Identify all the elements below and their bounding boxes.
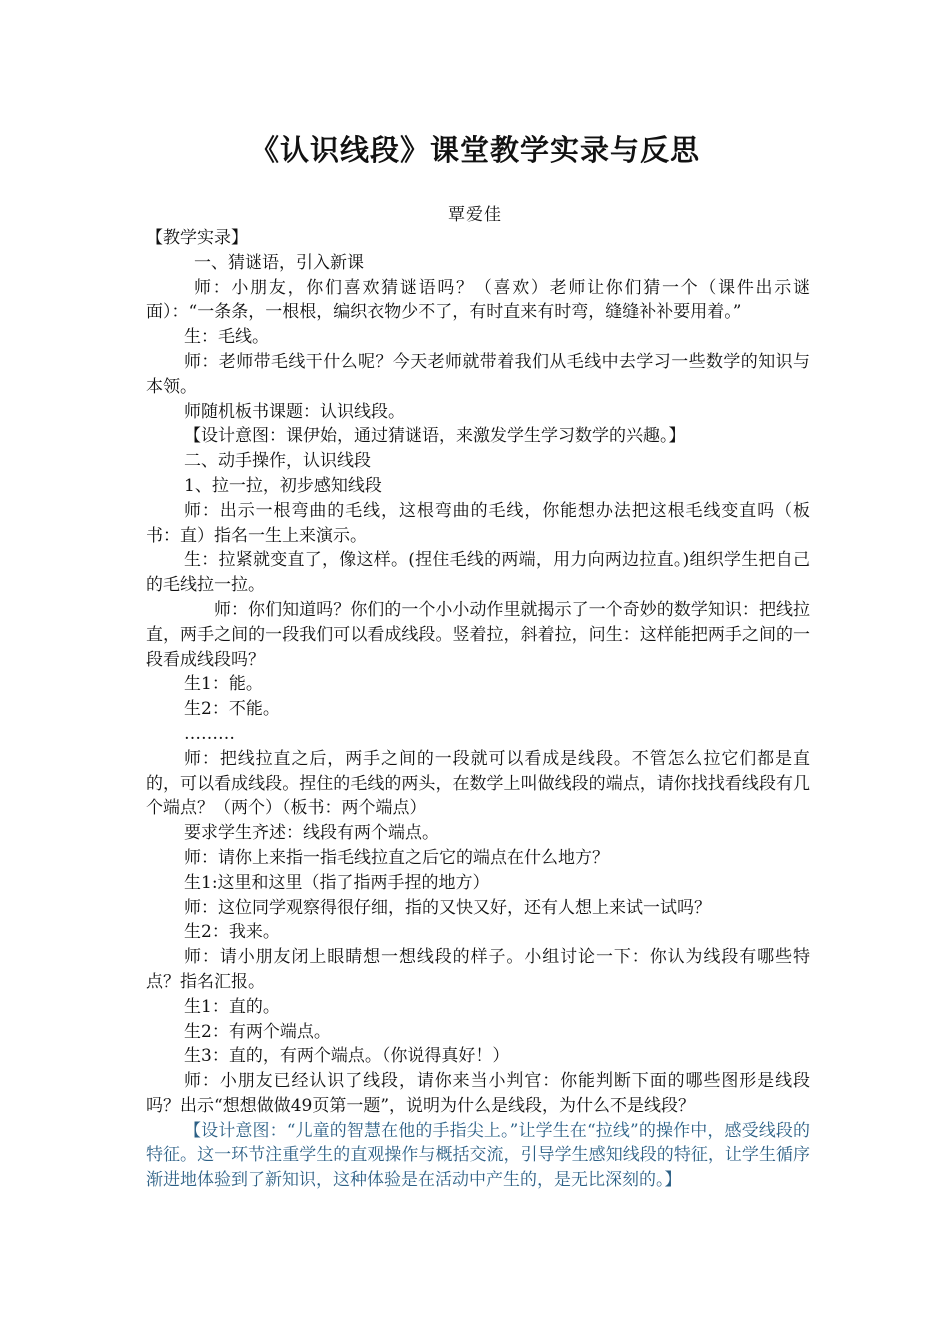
paragraph: 【设计意图：“儿童的智慧在他的手指尖上。”让学生在“拉线”的操作中，感受线段的特征。这一环节注重学生的直观操作与概括交流，引导学生感知线段的特征，让学生循序渐进地体验到了新知识，这种体验是在活动中产生的，是无比深刻的。】 — [146, 1120, 810, 1191]
paragraph: 生1：直的。 — [184, 996, 280, 1017]
paragraph: 师：请你上来指一指毛线拉直之后它的端点在什么地方？ — [184, 847, 609, 868]
paragraph: 生：拉紧就变直了，像这样。(捏住毛线的两端，用力向两边拉直。)组织学生把自己的毛线拉一拉。 — [146, 550, 810, 596]
paragraph: 【教学实录】 — [146, 228, 248, 248]
paragraph: 生2：不能。 — [184, 699, 280, 720]
paragraph: 1、拉一拉，初步感知线段 — [184, 475, 382, 496]
paragraph: 生2：有两个端点。 — [184, 1021, 331, 1042]
paragraph: 师：老师带毛线干什么呢？今天老师就带着我们从毛线中去学习一些数学的知识与本领。 — [146, 351, 810, 397]
paragraph: 一、猜谜语，引入新课 — [194, 252, 364, 273]
paragraph: 生3：直的，有两个端点。（你说得真好！） — [184, 1046, 510, 1067]
paragraph: 生1：能。 — [184, 674, 263, 695]
paragraph: 师：请小朋友闭上眼睛想一想线段的样子。小组讨论一下：你认为线段有哪些特点？指名汇报。 — [146, 947, 810, 992]
document-title: 《认识线段》课堂教学实录与反思 — [249, 133, 700, 167]
paragraph: ……… — [184, 723, 235, 744]
paragraph: 师：小朋友，你们喜欢猜谜语吗？（喜欢）老师让你们猜一个（课件出示谜面）：“一条条，一根根，编织衣物少不了，有时直来有时弯，缝缝补补要用着。” — [146, 277, 810, 323]
paragraph: 师随机板书课题：认识线段。 — [184, 401, 405, 422]
paragraph: 师：小朋友已经认识了线段，请你来当小判官：你能判断下面的哪些图形是线段吗？出示“想想做做49页第一题”，说明为什么是线段，为什么不是线段？ — [146, 1071, 810, 1116]
paragraph: 师：这位同学观察得很仔细，指的又快又好，还有人想上来试一试吗？ — [184, 897, 711, 918]
document-body — [146, 226, 810, 1193]
paragraph: 师：出示一根弯曲的毛线，这根弯曲的毛线，你能想办法把这根毛线变直吗（板书：直）指名一生上来演示。 — [146, 500, 810, 546]
paragraph: 生2：我来。 — [184, 922, 280, 943]
paragraph: 师：把线拉直之后，两手之间的一段就可以看成是线段。不管怎么拉它们都是直的，可以看成线段。捏住的毛线的两头，在数学上叫做线段的端点，请你找找看线段有几个端点？（两个）（板书：两个端点） — [146, 748, 810, 819]
paragraph: 生1:这里和这里（指了指两手捏的地方） — [184, 872, 490, 893]
paragraph: 二、动手操作，认识线段 — [184, 451, 371, 472]
paragraph: 生：毛线。 — [184, 327, 269, 348]
paragraph: 要求学生齐述：线段有两个端点。 — [184, 823, 439, 844]
paragraph: 【设计意图：课伊始，通过猜谜语，来激发学生学习数学的兴趣。】 — [184, 426, 686, 447]
paragraph: 师：你们知道吗？你们的一个小小动作里就揭示了一个奇妙的数学知识：把线拉直，两手之间的一段我们可以看成线段。竖着拉，斜着拉，问生：这样能把两手之间的一段看成线段吗？ — [146, 599, 810, 670]
document-author: 覃爱佳 — [448, 205, 502, 225]
